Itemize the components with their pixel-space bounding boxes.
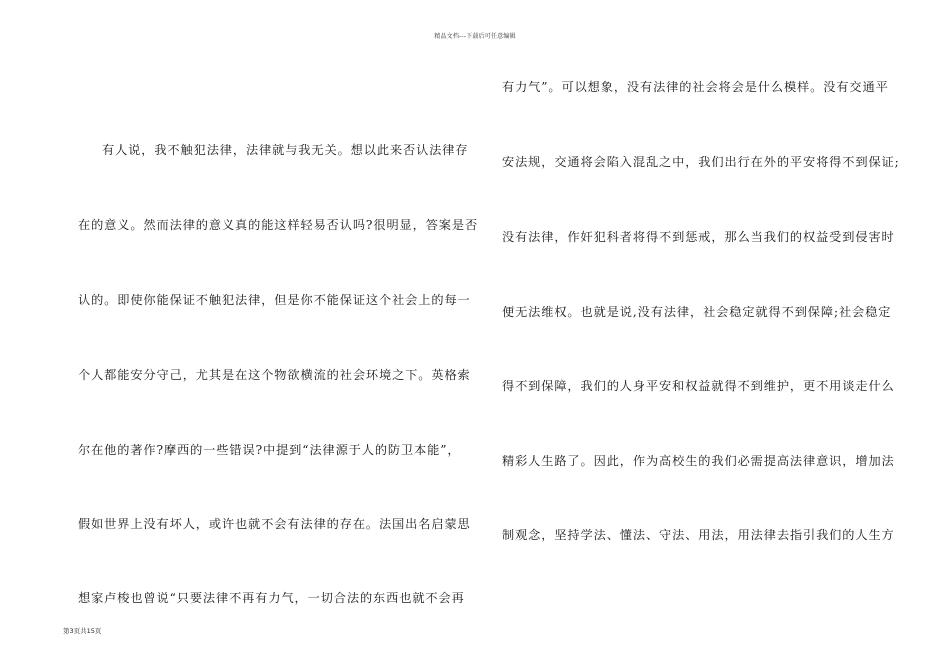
paragraph-line: 尔在他的著作?摩西的一些错误?中提到“法律源于人的防卫本能”，	[78, 443, 461, 457]
paragraph-line: 有力气”。可以想象，没有法律的社会将会是什么模样。没有交通平	[502, 80, 889, 94]
paragraph-line: 安法规，交通将会陷入混乱之中，我们出行在外的平安将得不到保证;	[502, 155, 900, 169]
paragraph-line: 便无法维权。也就是说,没有法律，社会稳定就得不到保障;社会稳定	[502, 305, 892, 319]
page-header: 精品文档---下载后可任意编辑	[434, 33, 516, 40]
paragraph-line: 个人都能安分守己，尤其是在这个物欲横流的社会环境之下。英格索	[78, 368, 471, 382]
paragraph-line: 得不到保障，我们的人身平安和权益就得不到维护，更不用谈走什么	[502, 379, 895, 393]
paragraph-line: 想家卢梭也曾说“只要法律不再有力气，一切合法的东西也就不会再	[78, 591, 465, 605]
paragraph-line: 有人说，我不触犯法律，法律就与我无关。想以此来否认法律存	[102, 143, 469, 157]
paragraph-line: 制观念，坚持学法、懂法、守法、用法，用法律去指引我们的人生方	[502, 528, 895, 542]
page-number: 第3页共15页	[63, 627, 102, 635]
paragraph-line: 没有法律，作奸犯科者将得不到惩戒，那么当我们的权益受到侵害时	[502, 230, 895, 244]
paragraph-line: 精彩人生路了。因此，作为高校生的我们必需提高法律意识，增加法	[502, 454, 895, 468]
paragraph-line: 假如世界上没有坏人，或许也就不会有法律的存在。法国出名启蒙思	[78, 517, 471, 531]
paragraph-line: 认的。即使你能保证不触犯法律，但是你不能保证这个社会上的每一	[78, 293, 471, 307]
paragraph-line: 在的意义。然而法律的意义真的能这样轻易否认吗?很明显，答案是否	[78, 218, 479, 232]
